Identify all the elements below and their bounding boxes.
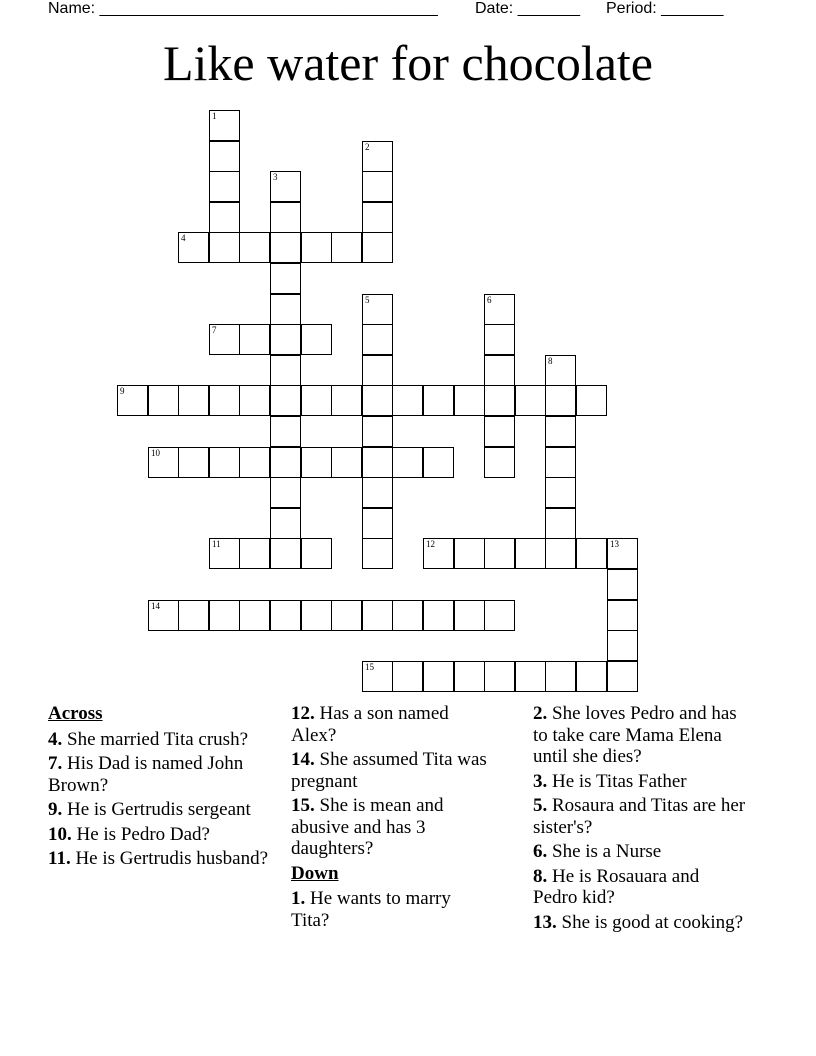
grid-cell[interactable] [301,600,332,631]
grid-cell[interactable] [209,324,240,355]
clue-down-2: 2. She loves Pedro and has to take care Mama Elena until she dies? [533,703,737,767]
grid-cell[interactable] [270,232,301,263]
clue-number-label: 5 [365,295,370,305]
clue-column-3 [533,703,748,936]
grid-cell[interactable] [270,171,301,202]
grid-cell[interactable] [515,538,546,569]
grid-cell[interactable] [484,355,515,386]
clue-down-5: 5. Rosaura and Titas are her sister's? [533,795,746,838]
grid-cell[interactable] [239,600,270,631]
grid-cell[interactable] [209,538,240,569]
grid-cell[interactable] [270,416,301,447]
grid-cell[interactable] [209,600,240,631]
clue-across-7: 7. His Dad is named John Brown? [48,753,244,796]
grid-cell[interactable] [607,630,638,661]
clue-number-label: 14 [151,601,160,611]
grid-cell[interactable] [270,324,301,355]
grid-cell[interactable] [545,508,576,539]
grid-cell[interactable] [545,477,576,508]
grid-cell[interactable] [148,447,179,478]
grid-cell[interactable] [545,416,576,447]
grid-cell[interactable] [239,538,270,569]
grid-cell[interactable] [331,447,362,478]
grid-cell[interactable] [301,447,332,478]
grid-cell[interactable] [607,661,638,692]
clue-number-label: 12 [426,539,435,549]
clue-down-1: 1. He wants to marry Tita? [291,888,451,931]
clue-across-15: 15. She is mean and abusive and has 3 daughters? [291,795,444,859]
grid-cell[interactable] [178,385,209,416]
grid-cell[interactable] [607,600,638,631]
grid-cell[interactable] [454,661,485,692]
clue-number-label: 1 [212,111,217,121]
clue-across-12: 12. Has a son named Alex? [291,703,449,746]
name-field[interactable]: Name: ______________________________________ [48,0,438,17]
grid-cell[interactable] [484,447,515,478]
grid-cell[interactable] [576,661,607,692]
grid-cell[interactable] [270,263,301,294]
clue-across-14: 14. She assumed Tita was pregnant [291,749,487,792]
grid-cell[interactable] [117,385,148,416]
grid-cell[interactable] [607,569,638,600]
grid-cell[interactable] [362,141,393,172]
grid-cell[interactable] [331,232,362,263]
grid-cell[interactable] [209,171,240,202]
clue-down-3: 3. He is Titas Father [533,770,687,792]
grid-cell[interactable] [454,600,485,631]
grid-cell[interactable] [515,661,546,692]
clue-column-2 [291,703,491,934]
puzzle-title: Like water for chocolate [162,35,653,91]
grid-cell[interactable] [423,538,454,569]
clue-number-label: 7 [212,325,217,335]
grid-cell[interactable] [301,538,332,569]
grid-cell[interactable] [148,385,179,416]
grid-cell[interactable] [209,141,240,172]
grid-cell[interactable] [362,600,393,631]
grid-cell[interactable] [362,447,393,478]
clue-across-9: 9. He is Gertrudis sergeant [48,799,251,820]
grid-cell[interactable] [362,294,393,325]
grid-cell[interactable] [270,355,301,386]
grid-cell[interactable] [270,477,301,508]
grid-cell[interactable] [239,324,270,355]
grid-cell[interactable] [362,232,393,263]
grid-cell[interactable] [270,538,301,569]
grid-cell[interactable] [209,110,240,141]
grid-cell[interactable] [362,416,393,447]
clue-number-label: 4 [181,233,186,243]
clue-down-13: 13. She is good at cooking? [533,911,744,933]
clue-number-label: 11 [212,539,221,549]
clue-across-11: 11. He is Gertrudis husband? [48,848,269,869]
grid-cell[interactable] [484,385,515,416]
grid-cell[interactable] [301,324,332,355]
date-field[interactable]: Date: _______ [475,0,580,17]
clue-number-label: 8 [548,356,553,366]
period-field[interactable]: Period: _______ [606,0,724,17]
grid-cell[interactable] [545,385,576,416]
grid-cell[interactable] [392,385,423,416]
grid-cell[interactable] [362,661,393,692]
grid-cell[interactable] [362,477,393,508]
grid-cell[interactable] [331,385,362,416]
grid-cell[interactable] [515,385,546,416]
grid-cell[interactable] [545,538,576,569]
clue-across-4: 4. She married Tita crush? [48,728,249,750]
grid-cell[interactable] [392,661,423,692]
grid-cell[interactable] [270,294,301,325]
grid-cell[interactable] [209,447,240,478]
grid-cell[interactable] [209,202,240,233]
grid-cell[interactable] [392,447,423,478]
grid-cell[interactable] [454,385,485,416]
grid-cell[interactable] [484,538,515,569]
grid-cell[interactable] [484,294,515,325]
grid-cell[interactable] [270,447,301,478]
grid-cell[interactable] [209,232,240,263]
grid-cell[interactable] [362,385,393,416]
grid-cell[interactable] [301,385,332,416]
clue-number-label: 3 [273,172,278,182]
clue-down-6: 6. She is a Nurse [533,841,662,862]
grid-cell[interactable] [423,385,454,416]
grid-cell[interactable] [209,385,240,416]
clue-number-label: 10 [151,448,160,458]
grid-cell[interactable] [270,385,301,416]
grid-cell[interactable] [484,600,515,631]
down-heading: Down [291,862,339,884]
clue-column-1 [48,703,270,873]
grid-cell[interactable] [576,385,607,416]
grid-cell[interactable] [239,447,270,478]
grid-cell[interactable] [239,232,270,263]
grid-cell[interactable] [362,538,393,569]
across-heading: Across [48,703,103,724]
grid-cell[interactable] [423,447,454,478]
grid-cell[interactable] [331,600,362,631]
grid-cell[interactable] [362,171,393,202]
grid-cell[interactable] [270,508,301,539]
grid-cell[interactable] [423,661,454,692]
clue-number-label: 13 [610,539,619,549]
grid-cell[interactable] [178,232,209,263]
grid-cell[interactable] [392,600,423,631]
grid-cell[interactable] [545,355,576,386]
clue-number-label: 15 [365,662,374,672]
grid-cell[interactable] [362,202,393,233]
grid-cell[interactable] [362,508,393,539]
grid-cell[interactable] [362,324,393,355]
grid-cell[interactable] [362,355,393,386]
clue-number-label: 9 [120,386,125,396]
clue-down-8: 8. He is Rosauara and Pedro kid? [533,865,700,908]
grid-cell[interactable] [270,202,301,233]
grid-cell[interactable] [607,538,638,569]
grid-cell[interactable] [545,661,576,692]
grid-cell[interactable] [454,538,485,569]
clue-across-10: 10. He is Pedro Dad? [48,823,210,845]
clue-number-label: 2 [365,142,370,152]
clue-number-label: 6 [487,295,492,305]
grid-cell[interactable] [178,600,209,631]
grid-cell[interactable] [484,416,515,447]
grid-cell[interactable] [301,232,332,263]
grid-cell[interactable] [484,661,515,692]
grid-cell[interactable] [178,447,209,478]
grid-cell[interactable] [423,600,454,631]
grid-cell[interactable] [576,538,607,569]
grid-cell[interactable] [148,600,179,631]
grid-cell[interactable] [239,385,270,416]
grid-cell[interactable] [270,600,301,631]
grid-cell[interactable] [484,324,515,355]
grid-cell[interactable] [545,447,576,478]
